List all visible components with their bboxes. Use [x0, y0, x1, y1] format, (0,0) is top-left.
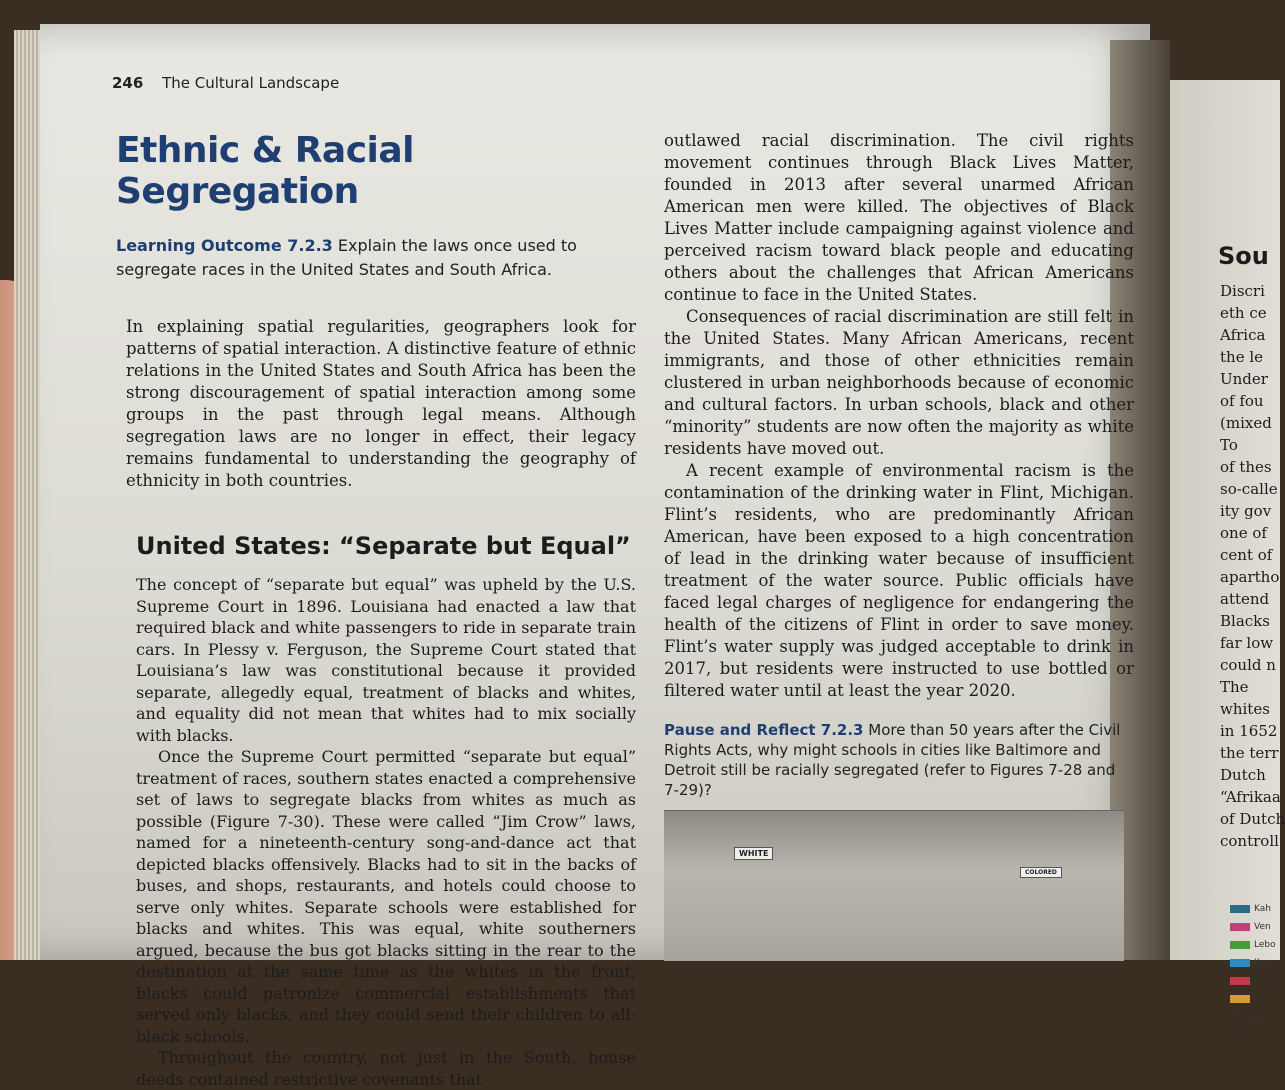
facing-text: [1220, 280, 1285, 852]
intro-paragraph: In explaining spatial regularities, geographers look for patterns of spatial interaction. A distinctive feature of ethnic relations in the United States and South Africa has been the strong discouragement of spatial interaction among some groups in the past through legal means. Although segregation laws are no longer in effect, their legacy remains fundamental to understanding the geography of ethnicity in both countries.: [126, 317, 636, 490]
facing-line: of thes: [1220, 458, 1272, 476]
facing-line: To: [1220, 436, 1238, 454]
legend-item: Ven: [1230, 918, 1280, 936]
page-number: 246: [112, 74, 144, 92]
section-heading: Ethnic & Racial Segregation: [116, 130, 415, 212]
facing-line: one of: [1220, 524, 1267, 542]
facing-line: eth ce: [1220, 304, 1267, 322]
facing-line: in 1652: [1220, 722, 1278, 740]
left-column: [116, 130, 636, 1090]
facing-line: so-calle: [1220, 480, 1278, 498]
learning-outcome-label: Learning Outcome 7.2.3: [116, 236, 333, 255]
facing-heading: Sou: [1218, 242, 1269, 270]
facing-line: cent of: [1220, 546, 1273, 564]
paragraph: Consequences of racial discrimination are still felt in the United States. Many African Americans, recent immigrants, and those of other ethnicities remain clustered in urban neighborhoods because of economic and cultural factors. In urban schools, black and other “minority” students are now often the majority as white residents have moved out.: [664, 307, 1134, 458]
facing-line: ity gov: [1220, 502, 1272, 520]
subheading: United States: “Separate but Equal”: [136, 532, 631, 560]
segregation-photo: [664, 810, 1124, 961]
paragraph: outlawed racial discrimination. The civil rights movement continues through Black Lives Matter, founded in 2013 after several unarmed African American men were killed. The objectives of Black Lives Matter include campaigning against violence and perceived racism toward black people and educating others about the challenges that African Americans continue to face in the United States.: [664, 131, 1134, 304]
facing-line: the terr: [1220, 744, 1279, 762]
colored-sign: COLORED: [1020, 867, 1062, 878]
facing-page: [1170, 80, 1285, 1040]
paragraph: Throughout the country, not just in the South, house deeds contained restrictive covenants that: [136, 1048, 636, 1089]
facing-line: controll: [1220, 832, 1279, 850]
facing-line: “Afrikaa: [1220, 788, 1281, 806]
legend-item: Pretoria-Nor: [1230, 990, 1280, 1044]
facing-line: far low: [1220, 634, 1274, 652]
paragraph: A recent example of environmental racism is the contamination of the drinking water in Flint, Michigan. Flint’s residents, who are predominantly African American, have been exposed to a high concentration of lead in the drinking water because of insufficient treatment of the water source. Public officials have faced legal charges of negligence for endangering the health of the citizens of Flint in order to save money. Flint’s water supply was judged acceptable to drink in 2017, but residents were instructed to use bottled or filtered water until at least the year 2020.: [664, 461, 1134, 700]
map-legend: [1230, 900, 1280, 1044]
learning-outcome: [116, 234, 636, 282]
facing-line: the le: [1220, 348, 1264, 366]
left-body: [136, 574, 636, 1090]
facing-line: Africa: [1220, 326, 1266, 344]
legend-item: Lebo: [1230, 936, 1280, 954]
facing-line: Under: [1220, 370, 1268, 388]
pause-text: More than 50 years after the Civil Rights Acts, why might schools in cities like Baltimore and Detroit still be racially segregated (refer to Figures 7-28 and 7-29)?: [664, 721, 1121, 799]
facing-line: of Dutch: [1220, 810, 1285, 828]
facing-line: could n: [1220, 656, 1276, 674]
facing-line: attend: [1220, 590, 1270, 608]
white-sign: WHITE: [734, 847, 773, 860]
facing-line: The: [1220, 678, 1249, 696]
facing-line: Discri: [1220, 282, 1265, 300]
facing-line: Blacks: [1220, 612, 1270, 630]
learning-outcome-text: Explain the laws once used to segregate races in the United States and South Africa.: [116, 236, 577, 279]
right-column: [664, 130, 1134, 800]
section-title: The Cultural Landscape: [162, 74, 340, 92]
facing-line: apartho: [1220, 568, 1280, 586]
legend-item: Kah: [1230, 900, 1280, 918]
right-body: [664, 130, 1134, 702]
facing-line: Dutch: [1220, 766, 1266, 784]
running-head: [112, 74, 339, 92]
facing-line: of fou: [1220, 392, 1264, 410]
legend-item: Cisk: [1230, 972, 1280, 990]
paragraph: Once the Supreme Court permitted “separate but equal” treatment of races, southern states enacted a comprehensive set of laws to segregate blacks from whites as much as possible (Figure 7-30). These were called “Jim Crow” laws, named for a nineteenth-century song-and-dance act that depicted blacks offensively. Blacks had to sit in the backs of buses, and shops, restaurants, and hotels could choose to serve only whites. Separate schools were established for blacks and whites. This was equal, white southerners argued, because the bus got blacks sitting in the rear to the destination at the same time as the whites in the front, blacks could patronize commercial establishments that served only blacks, and they could send their children to all-black schools.: [136, 747, 636, 1046]
paragraph: The concept of “separate but equal” was upheld by the U.S. Supreme Court in 1896. Louisiana had enacted a law that required black and white passengers to ride in separate train cars. In Plessy v. Ferguson, the Supreme Court stated that Louisiana’s law was constitutional because it provided separate, allegedly equal, treatment of blacks and whites, and equality did not mean that whites had to mix socially with blacks.: [136, 575, 636, 745]
facing-line: whites: [1220, 700, 1270, 718]
pause-and-reflect: [664, 720, 1134, 800]
pause-label: Pause and Reflect 7.2.3: [664, 721, 864, 739]
facing-line: (mixed: [1220, 414, 1272, 432]
legend-item: Kwa: [1230, 954, 1280, 972]
